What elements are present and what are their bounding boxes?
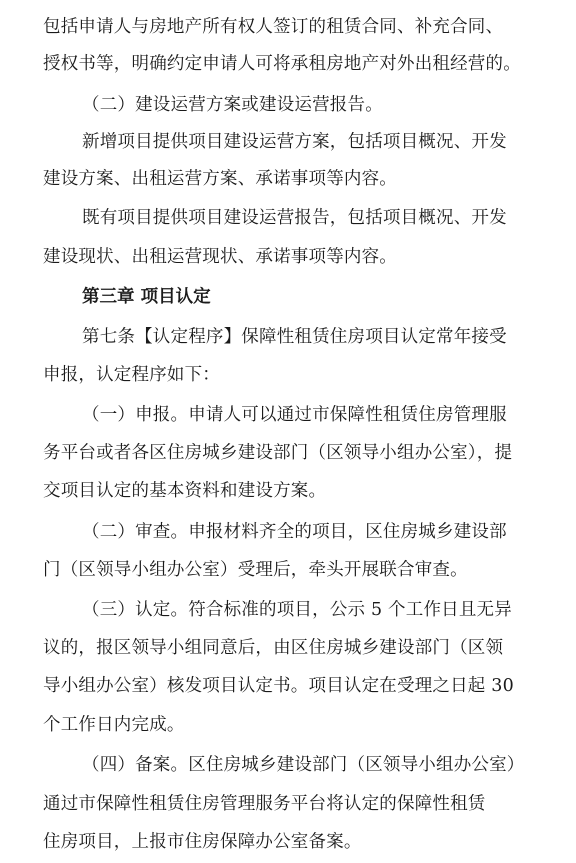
paragraph-line: 务平台或者各区住房城乡建设部门（区领导小组办公室），提 bbox=[43, 443, 513, 463]
paragraph-line: 门（区领导小组办公室）受理后，牵头开展联合审查。 bbox=[43, 560, 468, 580]
paragraph-line: 住房项目，上报市住房保障办公室备案。 bbox=[43, 832, 362, 852]
paragraph-line: 包括申请人与房地产所有权人签订的租赁合同、补充合同、 bbox=[43, 17, 504, 37]
section-item-line: （三）认定。符合标准的项目，公示 5 个工作日且无异 bbox=[82, 600, 512, 620]
paragraph-line: 建设现状、出租运营现状、承诺事项等内容。 bbox=[43, 247, 397, 267]
section-item-line: （四）备案。区住房城乡建设部门（区领导小组办公室） bbox=[82, 755, 525, 775]
paragraph-line: 通过市保障性租赁住房管理服务平台将认定的保障性租赁 bbox=[43, 794, 486, 814]
paragraph-line: 议的，报区领导小组同意后，由区住房城乡建设部门（区领 bbox=[43, 638, 504, 658]
paragraph-line: 既有项目提供项目建设运营报告，包括项目概况、开发 bbox=[82, 208, 507, 228]
paragraph-line: 授权书等，明确约定申请人可将承租房地产对外出租经营的。 bbox=[43, 54, 521, 74]
paragraph-line: 导小组办公室）核发项目认定书。项目认定在受理之日起 30 bbox=[43, 676, 514, 696]
paragraph-line: 建设方案、出租运营方案、承诺事项等内容。 bbox=[43, 169, 397, 189]
chapter-heading: 第三章 项目认定 bbox=[82, 287, 211, 307]
section-item-line: （二）建设运营方案或建设运营报告。 bbox=[82, 95, 383, 115]
section-item-line: （一）申报。申请人可以通过市保障性租赁住房管理服 bbox=[82, 405, 507, 425]
paragraph-line: 申报，认定程序如下： bbox=[43, 365, 220, 385]
paragraph-line: 个工作日内完成。 bbox=[43, 715, 185, 735]
paragraph-line: 交项目认定的基本资料和建设方案。 bbox=[43, 481, 327, 501]
article-line: 第七条【认定程序】保障性租赁住房项目认定常年接受 bbox=[82, 327, 507, 347]
section-item-line: （二）审查。申报材料齐全的项目，区住房城乡建设部 bbox=[82, 522, 507, 542]
paragraph-line: 新增项目提供项目建设运营方案，包括项目概况、开发 bbox=[82, 132, 507, 152]
